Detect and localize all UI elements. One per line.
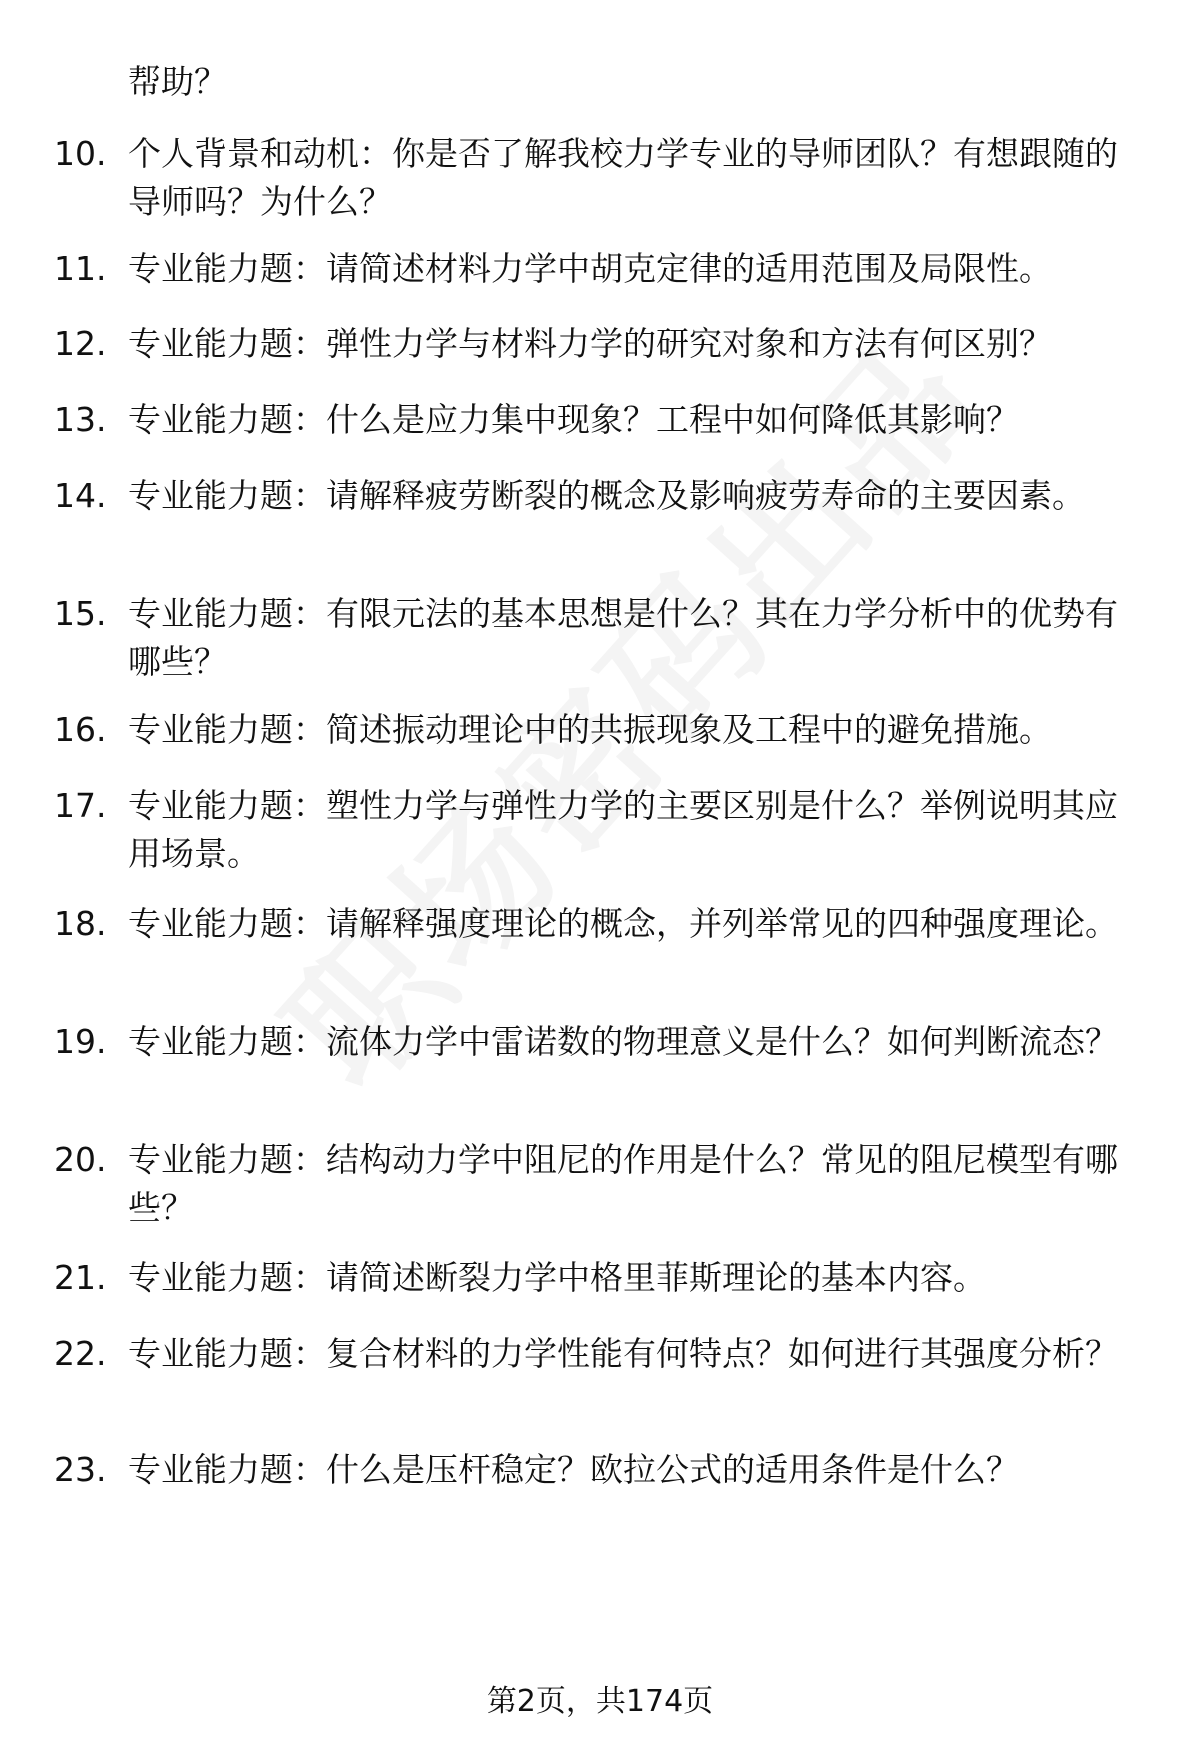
item-text: 专业能力题：有限元法的基本思想是什么？其在力学分析中的优势有哪些？	[128, 594, 1118, 681]
item-text: 个人背景和动机：你是否了解我校力学专业的导师团队？有想跟随的导师吗？为什么？	[128, 134, 1118, 221]
item-text: 专业能力题：请解释强度理论的概念，并列举常见的四种强度理论。	[128, 904, 1118, 943]
item-text: 专业能力题：什么是应力集中现象？工程中如何降低其影响？	[128, 400, 1019, 439]
item-number: 22.	[54, 1334, 107, 1373]
item-text: 专业能力题：请解释疲劳断裂的概念及影响疲劳寿命的主要因素。	[128, 476, 1085, 515]
item-number: 20.	[54, 1140, 107, 1179]
continuation-text: 帮助？	[128, 62, 227, 101]
item-text: 专业能力题：结构动力学中阻尼的作用是什么？常见的阻尼模型有哪些？	[128, 1140, 1118, 1227]
item-text: 专业能力题：简述振动理论中的共振现象及工程中的避免措施。	[128, 710, 1052, 749]
item-number: 10.	[54, 134, 107, 173]
item-number: 23.	[54, 1450, 107, 1489]
item-text: 专业能力题：复合材料的力学性能有何特点？如何进行其强度分析？	[128, 1334, 1118, 1373]
item-text: 专业能力题：弹性力学与材料力学的研究对象和方法有何区别？	[128, 324, 1052, 363]
item-text: 专业能力题：什么是压杆稳定？欧拉公式的适用条件是什么？	[128, 1450, 1019, 1489]
item-text: 专业能力题：塑性力学与弹性力学的主要区别是什么？举例说明其应用场景。	[128, 786, 1118, 873]
item-number: 19.	[54, 1022, 107, 1061]
item-text: 专业能力题：流体力学中雷诺数的物理意义是什么？如何判断流态？	[128, 1022, 1118, 1061]
item-text: 专业能力题：请简述材料力学中胡克定律的适用范围及局限性。	[128, 249, 1052, 288]
item-text: 专业能力题：请简述断裂力学中格里菲斯理论的基本内容。	[128, 1258, 986, 1297]
item-number: 12.	[54, 324, 107, 363]
item-number: 21.	[54, 1258, 107, 1297]
item-number: 15.	[54, 594, 107, 633]
item-number: 13.	[54, 400, 107, 439]
page-footer: 第2页，共174页	[486, 1684, 714, 1719]
item-number: 11.	[54, 249, 107, 288]
item-number: 16.	[54, 710, 107, 749]
item-number: 14.	[54, 476, 107, 515]
item-number: 18.	[54, 904, 107, 943]
item-number: 17.	[54, 786, 107, 825]
